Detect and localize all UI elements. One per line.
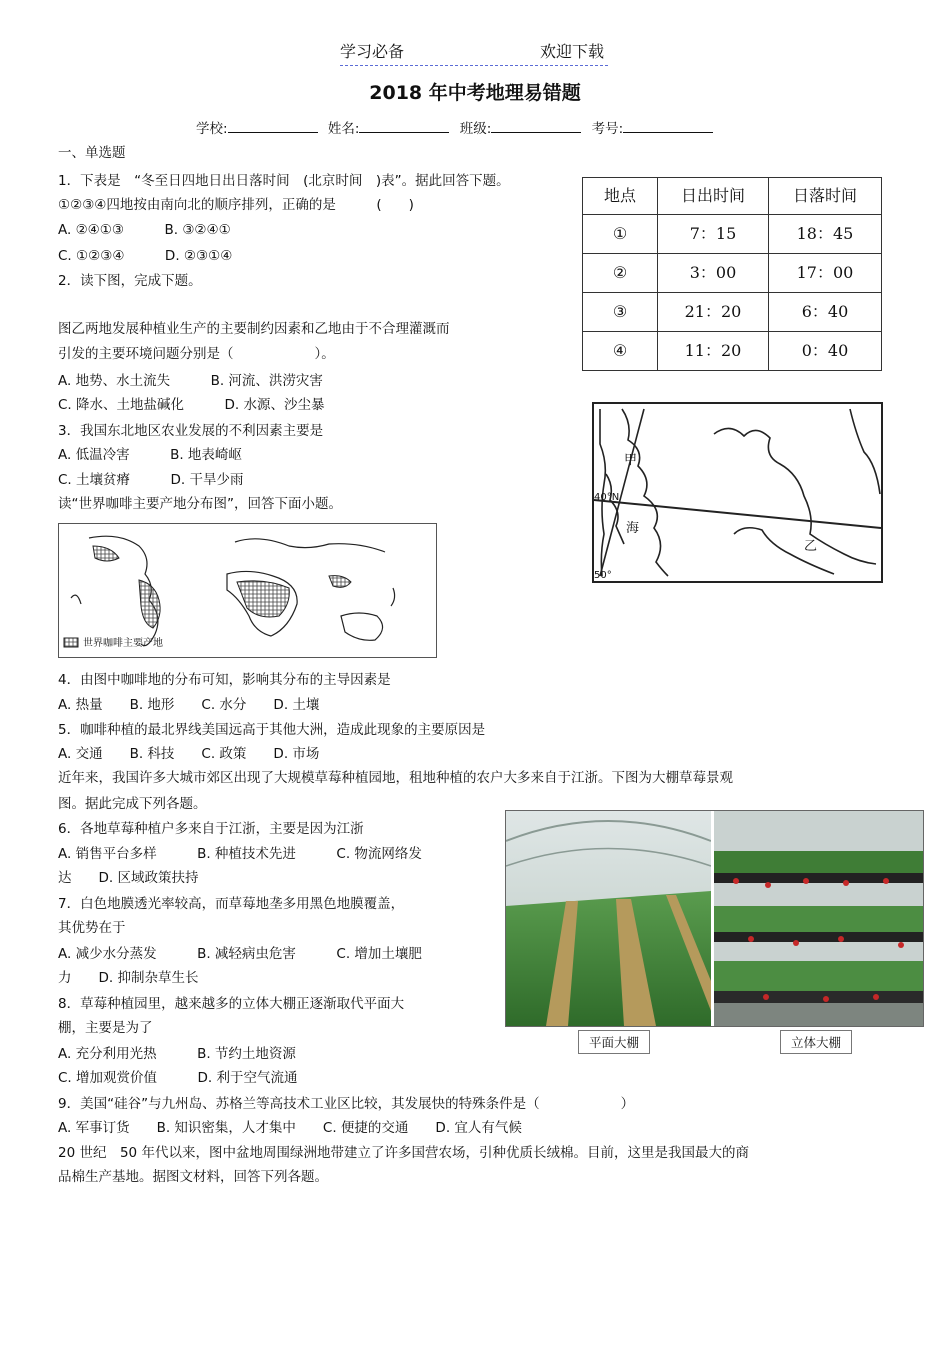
exam-no-blank[interactable] xyxy=(623,120,713,133)
table-cell: ② xyxy=(583,254,658,293)
vertical-greenhouse-label: 立体大棚 xyxy=(780,1030,852,1054)
flat-greenhouse-photo xyxy=(506,811,711,1026)
table-header-row xyxy=(583,178,882,215)
question-line: 2．读下图，完成下题。 xyxy=(58,273,202,289)
passage-line: 品棉生产基地。据图文材料，回答下列各题。 xyxy=(58,1169,328,1185)
option-line: A. 交通 B. 科技 C. 政策 D. 市场 xyxy=(58,746,320,762)
table-row xyxy=(583,332,882,371)
option-line: 力 D. 抑制杂草生长 xyxy=(58,970,199,986)
table-cell: 6：40 xyxy=(769,293,882,332)
option-line: A. 销售平台多样 B. 种植技术先进 C. 物流网络发 xyxy=(58,846,422,862)
option-line: 达 D. 区域政策扶持 xyxy=(58,870,199,886)
legend-swatch xyxy=(64,638,78,647)
school-blank[interactable] xyxy=(228,120,318,133)
greenhouse-photos xyxy=(505,810,924,1027)
question-line: 1．下表是 “冬至日四地日出日落时间 (北京时间 )表”。据此回答下题。 xyxy=(58,173,510,189)
column-header: 日出时间 xyxy=(658,178,769,215)
table-row xyxy=(583,215,882,254)
passage-line: 20 世纪 50 年代以来，图中盆地周围绿洲地带建立了许多国营农场，引种优质长绒棉。目前，这里是我国最大的商 xyxy=(58,1145,749,1161)
table-cell: 17：00 xyxy=(769,254,882,293)
class-label: 班级: xyxy=(459,121,492,137)
question-line: 图乙两地发展种植业生产的主要制约因素和乙地由于不合理灌溉而 xyxy=(58,321,450,337)
table-cell: 3：00 xyxy=(658,254,769,293)
vertical-greenhouse-photo xyxy=(714,811,923,1026)
table-cell: 0：40 xyxy=(769,332,882,371)
option-line: A. 热量 B. 地形 C. 水分 D. 土壤 xyxy=(58,697,320,713)
world-coffee-map xyxy=(58,523,437,658)
question-line: 8．草莓种植园里，越来越多的立体大棚正逐渐取代平面大 xyxy=(58,996,405,1012)
section-heading: 一、单选题 xyxy=(58,145,126,161)
table-cell: 21：20 xyxy=(658,293,769,332)
table-cell: ④ xyxy=(583,332,658,371)
option-line: A. 充分利用光热 B. 节约土地资源 xyxy=(58,1046,296,1062)
question-line: 9．美国“硅谷”与九州岛、苏格兰等高技术工业区比较，其发展快的特殊条件是（ ） xyxy=(58,1096,635,1112)
option-line: C. 增加观赏价值 D. 利于空气流通 xyxy=(58,1070,298,1086)
longitude-label-50: 50° xyxy=(594,570,612,581)
option-line: A. ②④①③ B. ③②④① xyxy=(58,222,231,238)
option-line: A. 军事订货 B. 知识密集，人才集中 C. 便捷的交通 D. 宜人有气候 xyxy=(58,1120,522,1136)
question-line: 5．咖啡种植的最北界线美国远高于其他大洲，造成此现象的主要原因是 xyxy=(58,722,486,738)
world-coffee-map-drawing xyxy=(59,524,436,657)
question-line: 4．由图中咖啡地的分布可知，影响其分布的主导因素是 xyxy=(58,672,391,688)
table-cell: 11：20 xyxy=(658,332,769,371)
question-line: 3．我国东北地区农业发展的不利因素主要是 xyxy=(58,423,324,439)
student-info-line xyxy=(196,120,719,138)
question-line: 7．白色地膜透光率较高，而草莓地垄多用黑色地膜覆盖， xyxy=(58,896,405,912)
class-blank[interactable] xyxy=(491,120,581,133)
greenhouse-photo-drawing xyxy=(506,811,923,1026)
option-line: A. 地势、水土流失 B. 河流、洪涝灾害 xyxy=(58,373,323,389)
exam-no-label: 考号: xyxy=(591,121,624,137)
page-title: 2018 年中考地理易错题 xyxy=(369,82,581,104)
passage-line: 近年来，我国许多大城市郊区出现了大规模草莓种植园地，租地种植的农户大多来自于江浙。下图为大棚草莓景观 xyxy=(58,770,733,786)
region-map-drawing xyxy=(594,404,881,581)
name-label: 姓名: xyxy=(327,121,360,137)
option-line: C. 土壤贫瘠 D. 干旱少雨 xyxy=(58,472,244,488)
question-line: 其优势在于 xyxy=(58,920,126,936)
table-row xyxy=(583,254,882,293)
header-banner xyxy=(340,42,608,66)
header-right: 欢迎下载 xyxy=(539,42,604,61)
table-cell: 7：15 xyxy=(658,215,769,254)
map-label-jia: 甲 xyxy=(624,453,638,468)
region-map-jia-yi xyxy=(592,402,883,583)
option-line: C. 降水、土地盐碱化 D. 水源、沙尘暴 xyxy=(58,397,325,413)
sunrise-sunset-table xyxy=(582,177,882,371)
map-legend-label: 世界咖啡主要产地 xyxy=(83,638,163,649)
question-line: 6．各地草莓种植户多来自于江浙，主要是因为江浙 xyxy=(58,821,364,837)
name-blank[interactable] xyxy=(359,120,449,133)
passage-line: 图。据此完成下列各题。 xyxy=(58,796,207,812)
option-line: A. 减少水分蒸发 B. 减轻病虫危害 C. 增加土壤肥 xyxy=(58,946,422,962)
map-label-hai: 海 xyxy=(626,521,640,536)
option-line: A. 低温冷害 B. 地表崎岖 xyxy=(58,447,242,463)
question-line: 读“世界咖啡主要产地分布图”，回答下面小题。 xyxy=(58,496,342,512)
flat-greenhouse-label: 平面大棚 xyxy=(578,1030,650,1054)
school-label: 学校: xyxy=(196,121,228,137)
option-line: C. ①②③④ D. ②③①④ xyxy=(58,248,233,264)
question-line: 引发的主要环境问题分别是（ ）。 xyxy=(58,346,335,362)
question-line: 棚，主要是为了 xyxy=(58,1020,153,1036)
table-row xyxy=(583,293,882,332)
column-header: 地点 xyxy=(583,178,658,215)
table-cell: 18：45 xyxy=(769,215,882,254)
map-label-yi: 乙 xyxy=(804,539,818,554)
latitude-label-40n: 40°N xyxy=(594,492,620,503)
column-header: 日落时间 xyxy=(769,178,882,215)
table-cell: ① xyxy=(583,215,658,254)
table-cell: ③ xyxy=(583,293,658,332)
question-line: ①②③④四地按由南向北的顺序排列，正确的是 ( ) xyxy=(58,197,414,213)
header-left: 学习必备 xyxy=(340,42,405,61)
